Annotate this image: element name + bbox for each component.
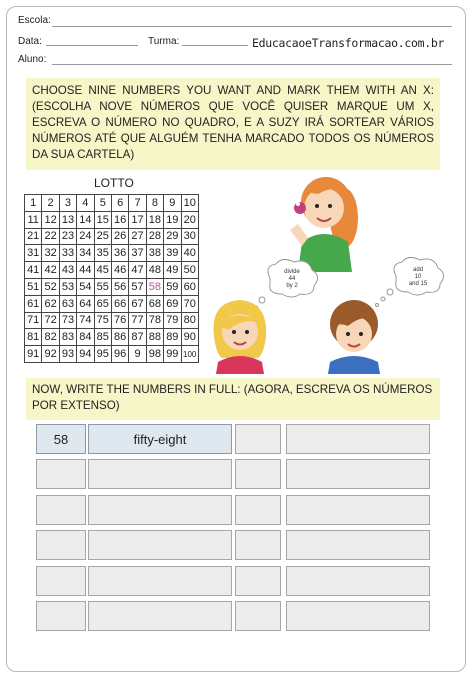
lotto-cell[interactable]: 6 bbox=[111, 195, 128, 212]
class-label: Turma: bbox=[148, 36, 180, 47]
lotto-title: LOTTO bbox=[94, 176, 134, 190]
lotto-cell[interactable]: 38 bbox=[146, 245, 163, 262]
lotto-cell[interactable]: 22 bbox=[42, 228, 59, 245]
lotto-cell[interactable]: 39 bbox=[164, 245, 181, 262]
lotto-cell[interactable]: 21 bbox=[25, 228, 42, 245]
lotto-cell[interactable]: 93 bbox=[59, 346, 76, 363]
lotto-cell[interactable]: 44 bbox=[77, 262, 94, 279]
lotto-cell[interactable]: 3 bbox=[59, 195, 76, 212]
number-box[interactable] bbox=[36, 459, 86, 489]
lotto-cell[interactable]: 90 bbox=[181, 329, 198, 346]
lotto-row bbox=[25, 262, 199, 279]
class-field[interactable] bbox=[182, 45, 248, 46]
lotto-cell[interactable]: 40 bbox=[181, 245, 198, 262]
lotto-cell[interactable]: 23 bbox=[59, 228, 76, 245]
lotto-cell[interactable]: 77 bbox=[129, 312, 146, 329]
lotto-cell[interactable]: 68 bbox=[146, 295, 163, 312]
words-box[interactable] bbox=[88, 424, 232, 454]
lotto-cell[interactable]: 56 bbox=[111, 278, 128, 295]
lotto-cell[interactable]: 57 bbox=[129, 278, 146, 295]
lotto-cell[interactable]: 66 bbox=[111, 295, 128, 312]
lotto-cell[interactable]: 88 bbox=[146, 329, 163, 346]
number-box[interactable] bbox=[235, 566, 281, 596]
lotto-cell[interactable]: 82 bbox=[42, 329, 59, 346]
lotto-cell[interactable]: 95 bbox=[94, 346, 111, 363]
lotto-cell[interactable]: 63 bbox=[59, 295, 76, 312]
number-box[interactable] bbox=[235, 459, 281, 489]
lotto-cell[interactable]: 10 bbox=[181, 195, 198, 212]
lotto-cell[interactable]: 5 bbox=[94, 195, 111, 212]
lotto-grid bbox=[24, 194, 199, 363]
lotto-cell[interactable]: 32 bbox=[42, 245, 59, 262]
words-box[interactable] bbox=[286, 530, 430, 560]
lotto-cell[interactable]: 24 bbox=[77, 228, 94, 245]
lotto-cell[interactable]: 49 bbox=[164, 262, 181, 279]
words-box[interactable] bbox=[88, 566, 232, 596]
school-label: Escola: bbox=[18, 15, 51, 26]
lotto-cell[interactable]: 61 bbox=[25, 295, 42, 312]
lotto-cell[interactable]: 9 bbox=[164, 195, 181, 212]
words-box[interactable] bbox=[286, 601, 430, 631]
lotto-cell[interactable]: 35 bbox=[94, 245, 111, 262]
lotto-row bbox=[25, 228, 199, 245]
lotto-cell[interactable]: 69 bbox=[164, 295, 181, 312]
thought-bubble-divide bbox=[262, 258, 322, 300]
bubble-right-line2: 10 bbox=[414, 274, 422, 280]
number-box[interactable] bbox=[36, 601, 86, 631]
lotto-row bbox=[25, 278, 199, 295]
lotto-cell[interactable]: 51 bbox=[25, 278, 42, 295]
lotto-cell[interactable]: 65 bbox=[94, 295, 111, 312]
lotto-cell[interactable]: 25 bbox=[94, 228, 111, 245]
lotto-row bbox=[25, 295, 199, 312]
lotto-cell[interactable]: 17 bbox=[129, 211, 146, 228]
lotto-cell[interactable]: 54 bbox=[77, 278, 94, 295]
lotto-cell[interactable]: 27 bbox=[129, 228, 146, 245]
lotto-cell[interactable]: 67 bbox=[129, 295, 146, 312]
lotto-cell[interactable]: 45 bbox=[94, 262, 111, 279]
words-box[interactable] bbox=[286, 459, 430, 489]
lotto-cell[interactable]: 12 bbox=[42, 211, 59, 228]
number-box[interactable] bbox=[235, 424, 281, 454]
number-box[interactable] bbox=[235, 601, 281, 631]
lotto-cell[interactable]: 14 bbox=[77, 211, 94, 228]
example-number: 58 bbox=[53, 431, 69, 447]
words-box[interactable] bbox=[88, 530, 232, 560]
lotto-cell[interactable]: 36 bbox=[111, 245, 128, 262]
boy-illustration bbox=[318, 296, 388, 374]
lotto-cell[interactable]: 20 bbox=[181, 211, 198, 228]
lotto-cell[interactable]: 13 bbox=[59, 211, 76, 228]
lotto-cell[interactable]: 96 bbox=[111, 346, 128, 363]
words-box[interactable] bbox=[286, 424, 430, 454]
lotto-cell[interactable]: 74 bbox=[77, 312, 94, 329]
instruction-lotto: CHOOSE NINE NUMBERS YOU WANT AND MARK THEM WITH AN X: (ESCOLHA NOVE NÚMEROS QUE VOCÊ QUISER MARQUE UM X, ESCREVA O NÚMERO NO QUADRO, E A SUZY IRÁ SORTEAR VÁRIOS NÚMEROS ATÉ QUE ALGUÉM TENHA MARCADO TODOS OS NÚMEROS DA SUA CARTELA) bbox=[26, 78, 440, 170]
number-box[interactable] bbox=[235, 530, 281, 560]
lotto-row bbox=[25, 211, 199, 228]
lotto-cell[interactable]: 1 bbox=[25, 195, 42, 212]
site-name: EducacaoeTransformacao.com.br bbox=[252, 36, 445, 50]
lotto-cell[interactable]: 83 bbox=[59, 329, 76, 346]
lotto-cell[interactable]: 29 bbox=[164, 228, 181, 245]
date-field[interactable] bbox=[46, 45, 138, 46]
words-box[interactable] bbox=[88, 459, 232, 489]
girl-red-hair-illustration bbox=[262, 172, 382, 272]
number-box[interactable] bbox=[235, 495, 281, 525]
lotto-cell[interactable]: 85 bbox=[94, 329, 111, 346]
lotto-row bbox=[25, 312, 199, 329]
lotto-cell[interactable]: 62 bbox=[42, 295, 59, 312]
lotto-cell[interactable]: 70 bbox=[181, 295, 198, 312]
bubble-left-line1: divide bbox=[284, 269, 300, 275]
lotto-cell[interactable]: 11 bbox=[25, 211, 42, 228]
lotto-cell[interactable]: 78 bbox=[146, 312, 163, 329]
lotto-cell[interactable]: 15 bbox=[94, 211, 111, 228]
words-box[interactable] bbox=[286, 495, 430, 525]
lotto-cell[interactable]: 75 bbox=[94, 312, 111, 329]
bubble-left-line2: 44 bbox=[288, 276, 296, 282]
lotto-cell[interactable]: 91 bbox=[25, 346, 42, 363]
lotto-row bbox=[25, 329, 199, 346]
lotto-cell[interactable]: 53 bbox=[59, 278, 76, 295]
lotto-cell[interactable]: 55 bbox=[94, 278, 111, 295]
lotto-cell[interactable]: 72 bbox=[42, 312, 59, 329]
lotto-cell[interactable]: 73 bbox=[59, 312, 76, 329]
lotto-cell[interactable]: 81 bbox=[25, 329, 42, 346]
lotto-cell[interactable]: 84 bbox=[77, 329, 94, 346]
lotto-cell[interactable]: 71 bbox=[25, 312, 42, 329]
lotto-cell[interactable]: 28 bbox=[146, 228, 163, 245]
words-box[interactable] bbox=[88, 495, 232, 525]
lotto-cell[interactable]: 87 bbox=[129, 329, 146, 346]
lotto-cell[interactable]: 19 bbox=[164, 211, 181, 228]
lotto-row bbox=[25, 195, 199, 212]
lotto-cell[interactable]: 41 bbox=[25, 262, 42, 279]
lotto-cell[interactable]: 64 bbox=[77, 295, 94, 312]
lotto-cell[interactable]: 4 bbox=[77, 195, 94, 212]
bubble-right-line1: add bbox=[412, 267, 424, 273]
instruction-write: NOW, WRITE THE NUMBERS IN FULL: (AGORA, ESCREVA OS NÚMEROS POR EXTENSO) bbox=[26, 378, 440, 420]
lotto-cell[interactable]: 33 bbox=[59, 245, 76, 262]
lotto-cell[interactable]: 98 bbox=[146, 346, 163, 363]
lotto-cell[interactable]: 16 bbox=[111, 211, 128, 228]
lotto-cell[interactable]: 26 bbox=[111, 228, 128, 245]
bubble-right-line3: and 15 bbox=[408, 281, 428, 287]
lotto-cell[interactable]: 76 bbox=[111, 312, 128, 329]
lotto-cell[interactable]: 50 bbox=[181, 262, 198, 279]
lotto-cell[interactable]: 59 bbox=[164, 278, 181, 295]
lotto-cell[interactable]: 86 bbox=[111, 329, 128, 346]
words-box[interactable] bbox=[286, 566, 430, 596]
number-box[interactable] bbox=[36, 566, 86, 596]
bubble-left-line3: by 2 bbox=[286, 283, 298, 289]
lotto-cell[interactable]: 100 bbox=[181, 346, 198, 363]
girl-blonde-illustration bbox=[206, 296, 276, 374]
date-label: Data: bbox=[18, 36, 42, 47]
lotto-cell[interactable]: 43 bbox=[59, 262, 76, 279]
number-box[interactable] bbox=[36, 424, 86, 454]
lotto-cell[interactable]: 42 bbox=[42, 262, 59, 279]
example-words: fifty-eight bbox=[133, 431, 187, 447]
lotto-cell[interactable]: 52 bbox=[42, 278, 59, 295]
student-label: Aluno: bbox=[18, 54, 47, 65]
lotto-cell[interactable]: 58 bbox=[146, 278, 163, 295]
lotto-cell[interactable]: 37 bbox=[129, 245, 146, 262]
thought-bubble-add bbox=[388, 256, 448, 298]
lotto-cell[interactable]: 99 bbox=[164, 346, 181, 363]
lotto-cell[interactable]: 34 bbox=[77, 245, 94, 262]
lotto-cell[interactable]: 79 bbox=[164, 312, 181, 329]
lotto-row bbox=[25, 245, 199, 262]
lotto-cell[interactable]: 7 bbox=[129, 195, 146, 212]
lotto-cell[interactable]: 92 bbox=[42, 346, 59, 363]
lotto-cell[interactable]: 80 bbox=[181, 312, 198, 329]
lotto-cell[interactable]: 89 bbox=[164, 329, 181, 346]
lotto-cell[interactable]: 2 bbox=[42, 195, 59, 212]
lotto-cell[interactable]: 18 bbox=[146, 211, 163, 228]
lotto-cell[interactable]: 60 bbox=[181, 278, 198, 295]
lotto-cell[interactable]: 30 bbox=[181, 228, 198, 245]
lotto-cell[interactable]: 8 bbox=[146, 195, 163, 212]
school-field[interactable] bbox=[52, 26, 452, 27]
lotto-row bbox=[25, 346, 199, 363]
lotto-cell[interactable]: 9 bbox=[129, 346, 146, 363]
number-box[interactable] bbox=[36, 495, 86, 525]
student-field[interactable] bbox=[52, 64, 452, 65]
lotto-cell[interactable]: 48 bbox=[146, 262, 163, 279]
lotto-cell[interactable]: 31 bbox=[25, 245, 42, 262]
number-box[interactable] bbox=[36, 530, 86, 560]
lotto-cell[interactable]: 94 bbox=[77, 346, 94, 363]
lotto-cell[interactable]: 46 bbox=[111, 262, 128, 279]
words-box[interactable] bbox=[88, 601, 232, 631]
lotto-cell[interactable]: 47 bbox=[129, 262, 146, 279]
